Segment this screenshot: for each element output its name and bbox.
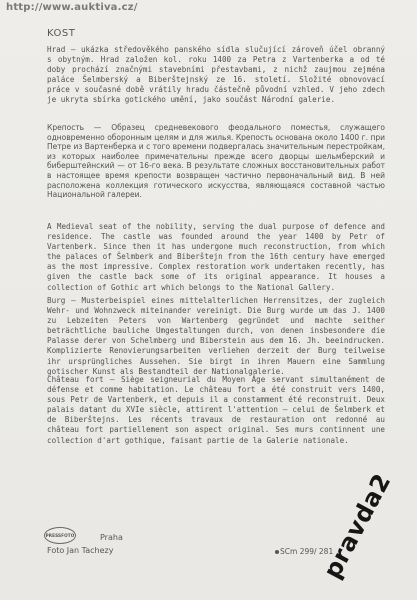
source-watermark[interactable]: http://www.auktiva.cz/ xyxy=(6,2,138,13)
paragraph-german: Burg — Musterbeispiel eines mittelalterlichen Herrensitzes, der zugleich Wehr- und Wohnzweck miteinander vereinigt. Die Burg wurde um das J. 1400 zu Lebzeiten Peters von Wartenberg gegründet und machte seither beträchtliche bauliche Umgestaltungen durch, von denen insbesondere die Palasse derer von Schelmberg und Biberstein aus dem 16. Jh. beeindrucken. Komplizierte Renovierungsarbeiten verliehen derzeit der Burg teilweise ihr ursprüngliches Aussehen. Sie birgt in ihren Mauern eine Sammlung gotischer Kunst als Bestandteil der Nationalgalerie. xyxy=(47,296,385,376)
bullet-dot-icon xyxy=(275,550,279,554)
publisher-logo-text: PRESSFOTO xyxy=(45,533,75,538)
catalog-number-text: SCm 299/ 281 xyxy=(280,547,334,556)
page-title: KOST xyxy=(47,28,76,39)
photo-credit: Foto Jan Tachezy xyxy=(47,546,114,555)
paragraph-russian: Крепость — Образец средневекового феодального поместья, служащего одновременно оборонным целям и для жилья. Крепость основана около 1400 г. при Петре из Вартенберка и с того времени подвергалась значительным перестройкам, из которых наиболее примечательны прежде всего дворцы шельмберский и биберштейнский — от 16-го века. В результате сложных восстановительных работ в настоящее время крепости возвращен частично первоначальный вид. В ней расположена коллекция готического искусства, являющаяся составной частью Национальной галереи. xyxy=(47,123,385,200)
paragraph-french: Château fort — Siège seigneurial du Moyen Âge servant simultanément de défense et comme habitation. Le château fort a été construit vers 1400, sous Petr de Vartenberk, et depuis il a constamment été reconstruit. Deux palais datant du XVIe siècle, attirent l'attention — celui de Šelmberk et de Biberštejns. Les récents travaux de restauration ont redonné au château fort partiellement son aspect original. Ses murs continnent une collection d'art gothique, faisant partie de la Galerie nationale. xyxy=(47,375,385,445)
paragraph-english: A Medieval seat of the nobility, serving the dual purpose of defence and residence. The castle was founded around the year 1400 by Petr of Vartenberk. Since then it has undergone much reconstruction, from which the palaces of Šelmberk and Biberštejn from the 16th century have emerged as the most impressive. Complex restoration work undertaken recently, has given the castle back some of its original appearance. It houses a collection of Gothic art which belongs to the National Gallery. xyxy=(47,222,385,292)
catalog-number xyxy=(275,547,333,556)
publisher-city: Praha xyxy=(100,533,123,542)
publisher-logo xyxy=(44,527,76,544)
paragraph-czech: Hrad — ukázka středověkého panského sídla slučující zároveň účel obranný s obytným. Hrad založen kol. roku 1400 za Petra z Vartenberka a od té doby prochází značnými stavebními přestavbami, z nichž zaujmou zejména paláce Šelmberský a Biberštejnský ze 16. století. Složité obnovovací práce v současné době vrátily hradu částečně původní vzhled. V jeho zdech je ukryta sbírka gotického umění, jako součást Národní galerie. xyxy=(47,45,385,105)
seller-stamp: pravda2 xyxy=(317,468,397,584)
